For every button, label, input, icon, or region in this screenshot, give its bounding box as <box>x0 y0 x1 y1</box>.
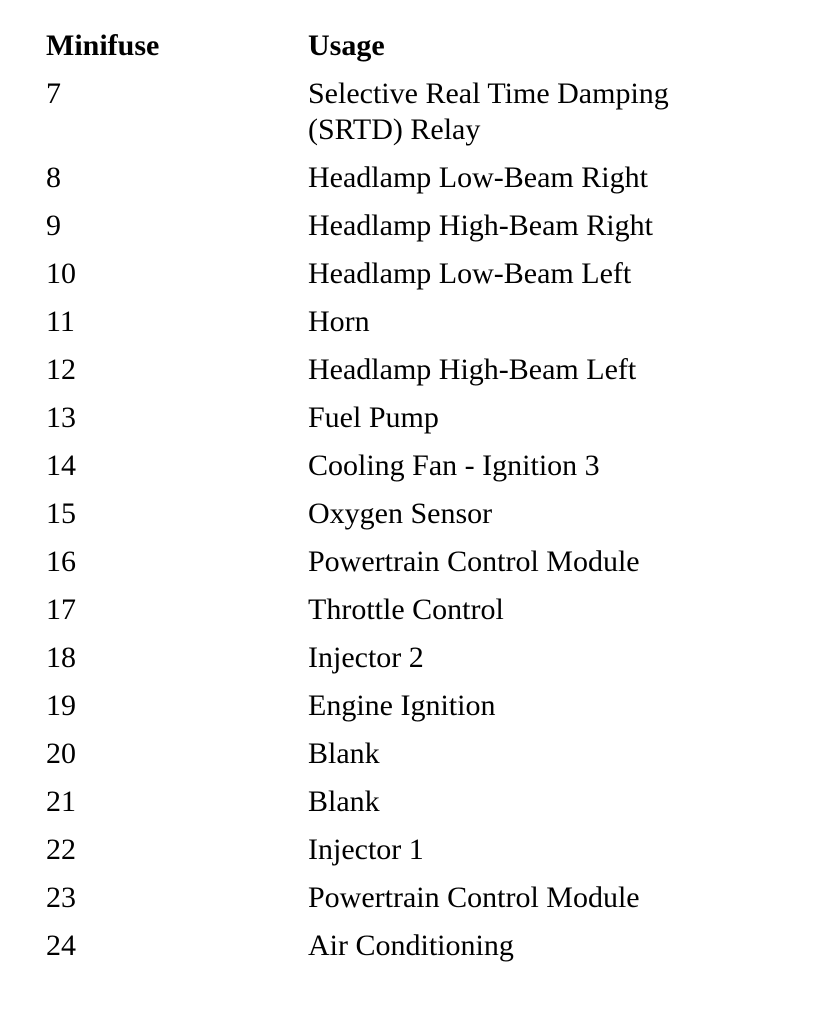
minifuse-number: 19 <box>46 689 76 722</box>
table-row <box>46 640 786 676</box>
minifuse-number: 16 <box>46 545 76 578</box>
table-row <box>46 76 786 148</box>
usage-description: Blank <box>308 737 380 770</box>
usage-description: Fuel Pump <box>308 401 439 434</box>
usage-description: Horn <box>308 305 370 338</box>
table-row <box>46 496 786 532</box>
usage-description: Headlamp High-Beam Right <box>308 209 653 242</box>
table-row <box>46 784 786 820</box>
table-row <box>46 208 786 244</box>
usage-description: Oxygen Sensor <box>308 497 493 530</box>
table-row <box>46 880 786 916</box>
table-row <box>46 736 786 772</box>
minifuse-number: 13 <box>46 401 76 434</box>
table-row <box>46 352 786 388</box>
minifuse-number: 8 <box>46 161 61 194</box>
usage-description: Blank <box>308 785 380 818</box>
minifuse-usage-table <box>46 28 786 964</box>
minifuse-number: 7 <box>46 77 61 110</box>
table-row <box>46 448 786 484</box>
usage-description: Headlamp Low-Beam Right <box>308 161 648 194</box>
table-row <box>46 544 786 580</box>
usage-description: Throttle Control <box>308 593 504 626</box>
usage-description: Headlamp Low-Beam Left <box>308 257 632 290</box>
usage-description: Cooling Fan - Ignition 3 <box>308 449 600 482</box>
header-minifuse: Minifuse <box>46 29 160 62</box>
table-body <box>46 76 786 964</box>
minifuse-number: 20 <box>46 737 76 770</box>
usage-description: Headlamp High-Beam Left <box>308 353 637 386</box>
table-row <box>46 400 786 436</box>
table-header-row <box>46 28 786 72</box>
table-row <box>46 160 786 196</box>
minifuse-number: 10 <box>46 257 76 290</box>
table-row <box>46 592 786 628</box>
minifuse-number: 12 <box>46 353 76 386</box>
table-row <box>46 832 786 868</box>
table-row <box>46 688 786 724</box>
usage-description: Air Conditioning <box>308 929 514 962</box>
minifuse-number: 24 <box>46 929 76 962</box>
usage-description: Powertrain Control Module <box>308 545 640 578</box>
usage-description: Selective Real Time Damping (SRTD) Relay <box>308 77 669 146</box>
usage-description: Engine Ignition <box>308 689 496 722</box>
usage-description: Injector 2 <box>308 641 424 674</box>
usage-description: Powertrain Control Module <box>308 881 640 914</box>
table-row <box>46 928 786 964</box>
minifuse-number: 22 <box>46 833 76 866</box>
minifuse-number: 9 <box>46 209 61 242</box>
minifuse-number: 11 <box>46 305 75 338</box>
minifuse-number: 14 <box>46 449 76 482</box>
minifuse-number: 21 <box>46 785 76 818</box>
minifuse-number: 15 <box>46 497 76 530</box>
table-row <box>46 304 786 340</box>
minifuse-number: 18 <box>46 641 76 674</box>
table-row <box>46 256 786 292</box>
minifuse-number: 23 <box>46 881 76 914</box>
minifuse-number: 17 <box>46 593 76 626</box>
usage-description: Injector 1 <box>308 833 424 866</box>
header-usage: Usage <box>308 29 385 62</box>
